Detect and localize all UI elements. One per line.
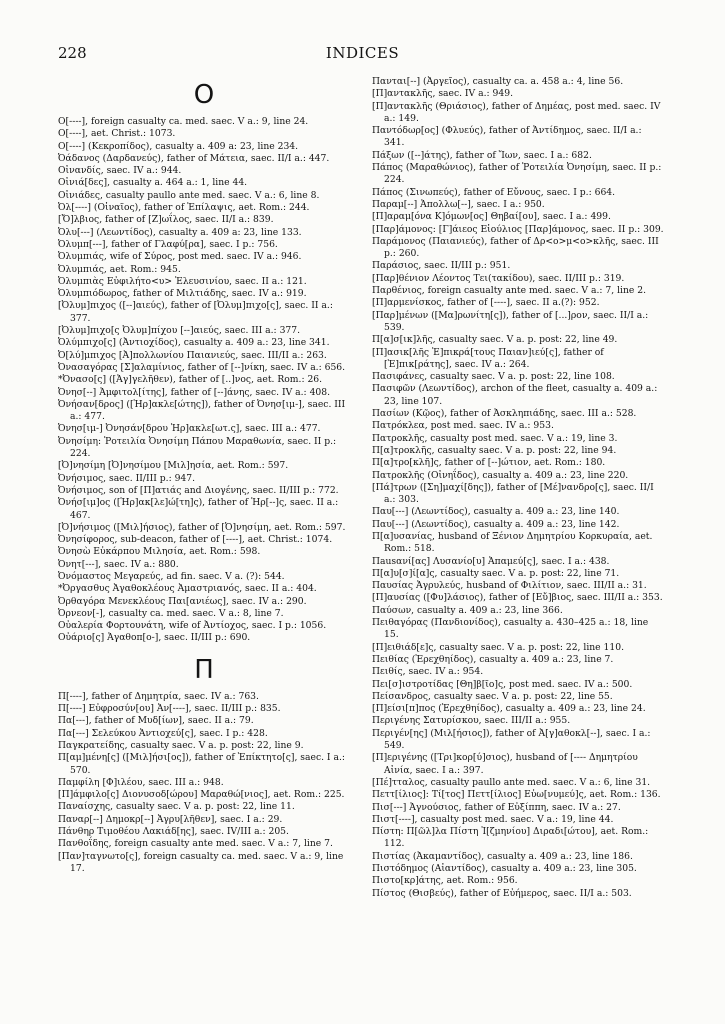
index-entry: Π[αμ]μένη[ς] ([Μιλ]ήσι[ος]), father of Ἐπίκτητο[ς], saec. I a.: 570. xyxy=(58,752,345,776)
index-entry: Παναρ[--] Δημοκρ[--] Ἀγρυ[λῆθεν], saec. I a.: 29. xyxy=(58,813,283,825)
index-entry: Ὀνητ[---], saec. IV a.: 880. xyxy=(58,558,179,570)
index-entry: Πίστη: Π[ῶλ]λα Πίστη Ἰ[ζμηνίου] Διραδι[ώτου], aet. Rom.: 112. xyxy=(372,826,649,850)
index-entry: [Π]αραμ[όνα Κ]όμων[ος] Θηβαί[ου], saec. I a.: 499. xyxy=(372,211,611,223)
index-entry: Πίστος (Θισβεύς), father of Εὐήμερος, saec. II/I a.: 503. xyxy=(372,887,632,899)
index-entry: Πιστίας (Ἀκαμαντίδος), casualty a. 409 a.: 23, line 186. xyxy=(372,850,633,862)
entry-list-right xyxy=(372,76,664,900)
index-entry: [Π]αντακλῆς, saec. IV a.: 949. xyxy=(372,88,513,100)
index-entry: [Παν]ταγνωτο[ς], foreign casualty ca. med. saec. V a.: 9, line 17. xyxy=(58,850,344,874)
index-entry: Παντόδωρ[ος] (Φλυεύς), father of Ἀντίδημος, saec. II/I a.: 341. xyxy=(372,125,642,149)
index-entry: Πεττ[ίλιος]: Τί[τος] Πεττ[ίλιος] Εὐω[νυμεύ]ς, aet. Rom.: 136. xyxy=(372,789,661,801)
index-entry: Ὀλυ[---] (Λεωντίδος), casualty a. 409 a: 23, line 133. xyxy=(58,226,302,238)
index-entry: O[----], foreign casualty ca. med. saec. V a.: 9, line 24. xyxy=(58,116,309,127)
index-entry: [Ὀ]νησίμη [Ὀ]νησίμου [Μιλ]ησία, aet. Rom.: 597. xyxy=(58,460,289,472)
index-entry: Ὀλυμπιὰς Εὐφιλήτο<υ> Ἐλευσινίου, saec. II a.: 121. xyxy=(58,275,307,287)
index-entry: Οὐάριο[ς] Ἀγαθοπ[ο-], saec. II/III p.: 690. xyxy=(58,632,251,644)
index-entry: Ὀρθαγόρα Μενεκλέους Παι[ανιέως], saec. IV a.: 290. xyxy=(58,595,307,607)
index-entry: Ὀνόμαστος Μεγαρεύς, ad fin. saec. V a. (?): 544. xyxy=(58,570,285,582)
index-entry: *Ὀργασθυς Ἀγαθοκλέους Ἀμαστριανός, saec. II a.: 404. xyxy=(58,583,317,595)
index-entry: Π[α]τρο[κλῆ]ς, father of [--]ώτιον, aet. Rom.: 180. xyxy=(372,457,606,469)
index-entry: Ὀλυμπιόδωρος, father of Μιλτιάδης, saec. IV a.: 919. xyxy=(58,288,307,300)
index-entry: Παγκρατείδης, casualty saec. V a. p. post: 22, line 9. xyxy=(58,739,304,751)
index-entry: Π[α]υ[σ]ί[α]ς, casualty saec. V a. p. post: 22, line 71. xyxy=(372,567,620,579)
index-entry: Οἰνιάδες, casualty paullo ante med. saec. V a.: 6, line 8. xyxy=(58,189,320,201)
index-entry: Ὀνησὼ Εὐκάρπου Μιλησία, aet. Rom.: 598. xyxy=(58,546,261,558)
index-entry: Ὀλυμπιάς, aet. Rom.: 945. xyxy=(58,263,181,275)
index-entry: [Π]άμφιλο[ς] Διονυσοδ[ώρου] Μαραθώ[νιος], aet. Rom.: 225. xyxy=(58,789,345,801)
index-entry: Πειθίας (Ἐρεχθηίδος), casualty a. 409 a.: 23, line 7. xyxy=(372,653,614,665)
index-entry: Πάπος (Σινωπεύς), father of Εὔνους, saec. I p.: 664. xyxy=(372,186,616,198)
index-entry: Πει[σ]ιστροτίδας [Θη]β[ῖο]ς, post med. saec. IV a.: 500. xyxy=(372,678,633,690)
index-entry: [Ὀλυμ]πιχο[ς Ὀλυμ]πίχου [--]αιεύς, saec. III a.: 377. xyxy=(58,325,301,337)
index-entry: Παμφίλη [Φ]ιλέου, saec. III a.: 948. xyxy=(58,776,224,788)
index-entry: Ὀλυμπ[---], father of Γλαφύ[ρα], saec. I p.: 756. xyxy=(58,238,278,250)
index-entry: Ὀνασαγόρας [Σ]αλαμίνιος, father of [--]νίκη, saec. IV a.: 656. xyxy=(58,361,346,373)
index-entry: Πείσανδρος, casualty saec. V a. p. post: 22, line 55. xyxy=(372,690,613,702)
entry-list-pi xyxy=(58,691,350,875)
index-entry: [Π]ασικ[λῆς Ἐ]πικρά[τους Παιαν]ιεύ[ς], father of [Ἐ]πικ[ράτης], saec. IV a.: 264. xyxy=(372,346,604,370)
section-heading-o: O xyxy=(193,80,215,110)
index-entry: Πα[---] Σελεύκου Ἀντιοχεύ[ς], saec. I p.: 428. xyxy=(58,727,268,739)
index-entry: Παυ[---] (Λεωντίδος), casualty a. 409 a.: 23, line 142. xyxy=(372,518,620,530)
index-entry: Πάξων ([--]άτης), father of Ἴων, saec. I a.: 682. xyxy=(372,149,592,161)
index-entry: Πausανί[ας] Λυσανίο[υ] Ἀπαμεύ[ς], saec. I a.: 438. xyxy=(372,555,610,567)
index-entry: Περιγέν[ης] (Μιλ[ήσιος]), father of Ἀ[γ]αθοκλ[--], saec. I a.: 549. xyxy=(372,727,651,752)
index-entry: Π[----], father of Δημητρία, saec. IV a.: 763. xyxy=(58,690,259,702)
index-entry: [Π]εριγένης ([Τρι]κορ[ύ]σιος), husband of [---- Δημητρίου Αἰνία, saec. I a.: 397. xyxy=(372,752,638,776)
index-entry: Ὀνήσιμος, saec. II/III p.: 947. xyxy=(58,472,196,484)
index-entry: [Παρ]άμονος: [Γ]άιεος Εἰούλιος [Παρ]άμονος, saec. II p.: 309. xyxy=(372,223,664,235)
index-entry: Ὀλύμπιχο[ς] (Ἀντιοχίδος), casualty a. 409 a.: 23, line 341. xyxy=(58,337,330,349)
index-entry: Π[α]υσανίας, husband of Ξένιον Δημητρίου Κορκυραία, aet. Rom.: 518. xyxy=(372,530,653,555)
index-entry: [Π]αρμενίσκος, father of [----], saec. II a.(?): 952. xyxy=(372,297,600,309)
section-heading-pi: Π xyxy=(194,654,214,685)
index-entry: Πάνθηρ Τιμοθέου Λακιάδ[ης], saec. IV/III a.: 205. xyxy=(58,826,289,838)
index-entry: Ὀνήσαν[δρος] ([Ἡρ]ακλε[ώτης]), father of Ὀνησ[ιμ-], saec. III a.: 477. xyxy=(58,398,346,423)
index-entry: Παραμ[--] Ἀπολλω[--], saec. I a.: 950. xyxy=(372,198,545,210)
index-entry: Ὀνησ[--] Ἀμφιτολ[ίτης], father of [--]άνης, saec. IV a.: 408. xyxy=(58,386,331,398)
index-entry: Πα[---], father of Μυδ[ίων], saec. II a.: 79. xyxy=(58,715,254,727)
index-entry: [Ὀλυμ]πιχος ([--]αιεύς), father of [Ὀλυμ]πιχο[ς], saec. II a.: 377. xyxy=(58,300,333,324)
index-entry: Πανθοΐδης, foreign casualty ante med. saec. V a.: 7, line 7. xyxy=(58,838,333,850)
index-entry: Π[α]τροκλῆς, casualty saec. V a. p. post: 22, line 94. xyxy=(372,444,617,456)
index-entry: Πασιφάνες, casualty saec. V a. p. post: 22, line 108. xyxy=(372,371,615,383)
index-entry: [Π]ειθιάδ[ε]ς, casualty saec. V a. p. post: 22, line 110. xyxy=(372,641,624,653)
entry-list-o xyxy=(58,116,350,645)
index-entry: [Πά]τρων ([Ση]μαχί[δης]), father of [Μέ]νανδρο[ς], saec. II/I a.: 303. xyxy=(372,481,654,506)
index-entry: Ὀνησίμη: Ῥοτειλία Ὀνησίμη Πάπου Μαραθωνία, saec. II p.: 224. xyxy=(58,435,337,460)
left-column xyxy=(58,76,350,875)
running-header xyxy=(0,44,725,66)
index-entry: Πασίων (Κῷος), father of Ἀσκληπιάδης, saec. III a.: 528. xyxy=(372,408,637,420)
index-entry: Οἰνιά[δες], casualty a. 464 a.: 1, line 44. xyxy=(58,177,248,189)
index-entry: *Ὀνασο[ς] ([Ἀγ]γελῆθεν), father of [..]νος, aet. Rom.: 26. xyxy=(58,374,323,386)
index-entry: Πιστ[----], casualty post med. saec. V a.: 19, line 44. xyxy=(372,813,614,825)
index-entry: Πατροκλῆς, casualty post med. saec. V a.: 19, line 3. xyxy=(372,432,618,444)
index-entry: Πειθαγόρας (Πανδιονίδος), casualty a. 430–425 a.: 18, line 15. xyxy=(372,617,649,641)
index-entry: Πισ[---] Ἀγνούσιος, father of Εὐξίππη, saec. IV a.: 27. xyxy=(372,801,621,813)
index-entry: Οὐαλερία Φορτουνάτη, wife of Ἀντίοχος, saec. I p.: 1056. xyxy=(58,620,327,632)
index-entry: Ὀνήσ[ιμ]ος ([Ἡρ]ακ[λε]ώ[τη]ς), father of Ἡρ[--]ς, saec. II a.: 467. xyxy=(58,497,339,521)
index-entry: Παράσιος, saec. II/III p.: 951. xyxy=(372,260,511,272)
index-entry: Ὀ[λύ]μπιχος [Ἀ]πολλωνίου Παιανιεύς, saec. III/II a.: 263. xyxy=(58,349,327,361)
index-entry: Πιστο[κρ]άτης, aet. Rom.: 956. xyxy=(372,875,518,887)
index-entry: Πανται[--] (Ἀργεῖος), casualty ca. a. 458 a.: 4, line 56. xyxy=(372,76,624,87)
index-entry: Ὀνησ[ιμ-] Ὀνησάν[δρου Ἡρ]ακλε[ωτ.ς], saec. III a.: 477. xyxy=(58,423,321,435)
index-entry: Ὀνήσιμος, son of [Π]ατιάς and Διογένης, saec. II/III p.: 772. xyxy=(58,484,339,496)
index-entry: Πασιφῶν (Λεωντίδος), archon of the fleet, casualty a. 409 a.: 23, line 107. xyxy=(372,383,658,407)
index-entry: Ὀλυμπιάς, wife of Σύρος, post med. saec. IV a.: 946. xyxy=(58,251,302,263)
index-entry: O[----] (Κεκροπίδος), casualty a. 409 a: 23, line 234. xyxy=(58,140,299,152)
running-title: INDICES xyxy=(325,44,400,62)
index-entry: Παναίσχης, casualty saec. V a. p. post: 22, line 11. xyxy=(58,801,295,813)
index-entry: Πατρόκλεα, post med. saec. IV a.: 953. xyxy=(372,420,554,432)
index-entry: Παυ[---] (Λεωντίδος), casualty a. 409 a.: 23, line 140. xyxy=(372,506,620,518)
index-entry: Παυσίας Ἀγρυλεύς, husband of Φιλίτιον, saec. III/II a.: 31. xyxy=(372,580,647,592)
index-entry: Πατροκλῆς (Οἰνηΐδος), casualty a. 409 a.: 23, line 220. xyxy=(372,469,629,481)
page-number: 228 xyxy=(58,44,87,62)
index-entry: Πειθίς, saec. IV a.: 954. xyxy=(372,666,484,678)
index-entry: [Πέ]τταλος, casualty paullo ante med. saec. V a.: 6, line 31. xyxy=(372,776,651,788)
index-entry: [Ὀ]νήσιμος ([Μιλ]ήσιος), father of [Ὀ]νησίμη, aet. Rom.: 597. xyxy=(58,521,346,533)
index-entry: Ὀρνεον[-], casualty ca. med. saec. V a.: 8, line 7. xyxy=(58,607,284,619)
index-entry: [Π]αυσίας ([Φυ]λάσιος), father of [Εὔ]βιος, saec. III/II a.: 353. xyxy=(372,592,663,604)
index-entry: [Π]αντακλῆς (Θριάσιος), father of Δημέας, post med. saec. IV a.: 149. xyxy=(372,100,661,124)
index-entry: Ὀάδανος (Δαρδανεύς), father of Μάτεια, saec. II/I a.: 447. xyxy=(58,152,330,164)
right-column xyxy=(372,76,664,900)
index-entry: Παράμονος (Παιανιεύς), father of Δρ<ο>μ<ο>κλῆς, saec. III p.: 260. xyxy=(372,235,659,260)
index-entry: [Π]είσι[π]πος (Ἐρεχθηίδος), casualty a. 409 a.: 23, line 24. xyxy=(372,703,646,715)
index-entry: Περιγένης Σατυρίσκου, saec. III/II a.: 955. xyxy=(372,715,571,727)
index-entry: Παρθένιος, foreign casualty ante med. saec. V a.: 7, line 2. xyxy=(372,285,647,297)
index-entry: Παύσων, casualty a. 409 a.: 23, line 366. xyxy=(372,604,563,616)
index-entry: Πάπος (Μαραθώνιος), father of Ῥοτειλία Ὀνησίμη, saec. II p.: 224. xyxy=(372,162,662,186)
index-entry: [Παρ]θένιον Λέοντος Τει(τακίδου), saec. II/III p.: 319. xyxy=(372,272,625,284)
index-entry: Πιστόδημος (Αἰαντίδος), casualty a. 409 a.: 23, line 305. xyxy=(372,863,637,874)
index-entry: Ὀνησίφορος, sub-deacon, father of [----], aet. Christ.: 1074. xyxy=(58,534,333,546)
index-entry: Π[α]σ[ικ]λῆς, casualty saec. V a. p. post: 22, line 49. xyxy=(372,334,618,346)
index-entry: Π[----] Εὐφροσύν[ου] Ἀν[----], saec. II/III p.: 835. xyxy=(58,703,281,715)
index-entry: Ὀλ[----] (Οἰναῖος), father of Ἐπίλαψις, aet. Rom.: 244. xyxy=(58,202,310,214)
index-entry: [Παρ]μένων ([Μα]ρωνίτη[ς]), father of [...]ρον, saec. II/I a.: 539. xyxy=(372,309,649,333)
index-entry: O[----], aet. Christ.: 1073. xyxy=(58,128,176,140)
index-entry: Οἰνανδίς, saec. IV a.: 944. xyxy=(58,165,182,177)
index-entry: [Ὄ]λβιος, father of [Ζ]ωΐλος, saec. II/I a.: 839. xyxy=(58,214,274,226)
